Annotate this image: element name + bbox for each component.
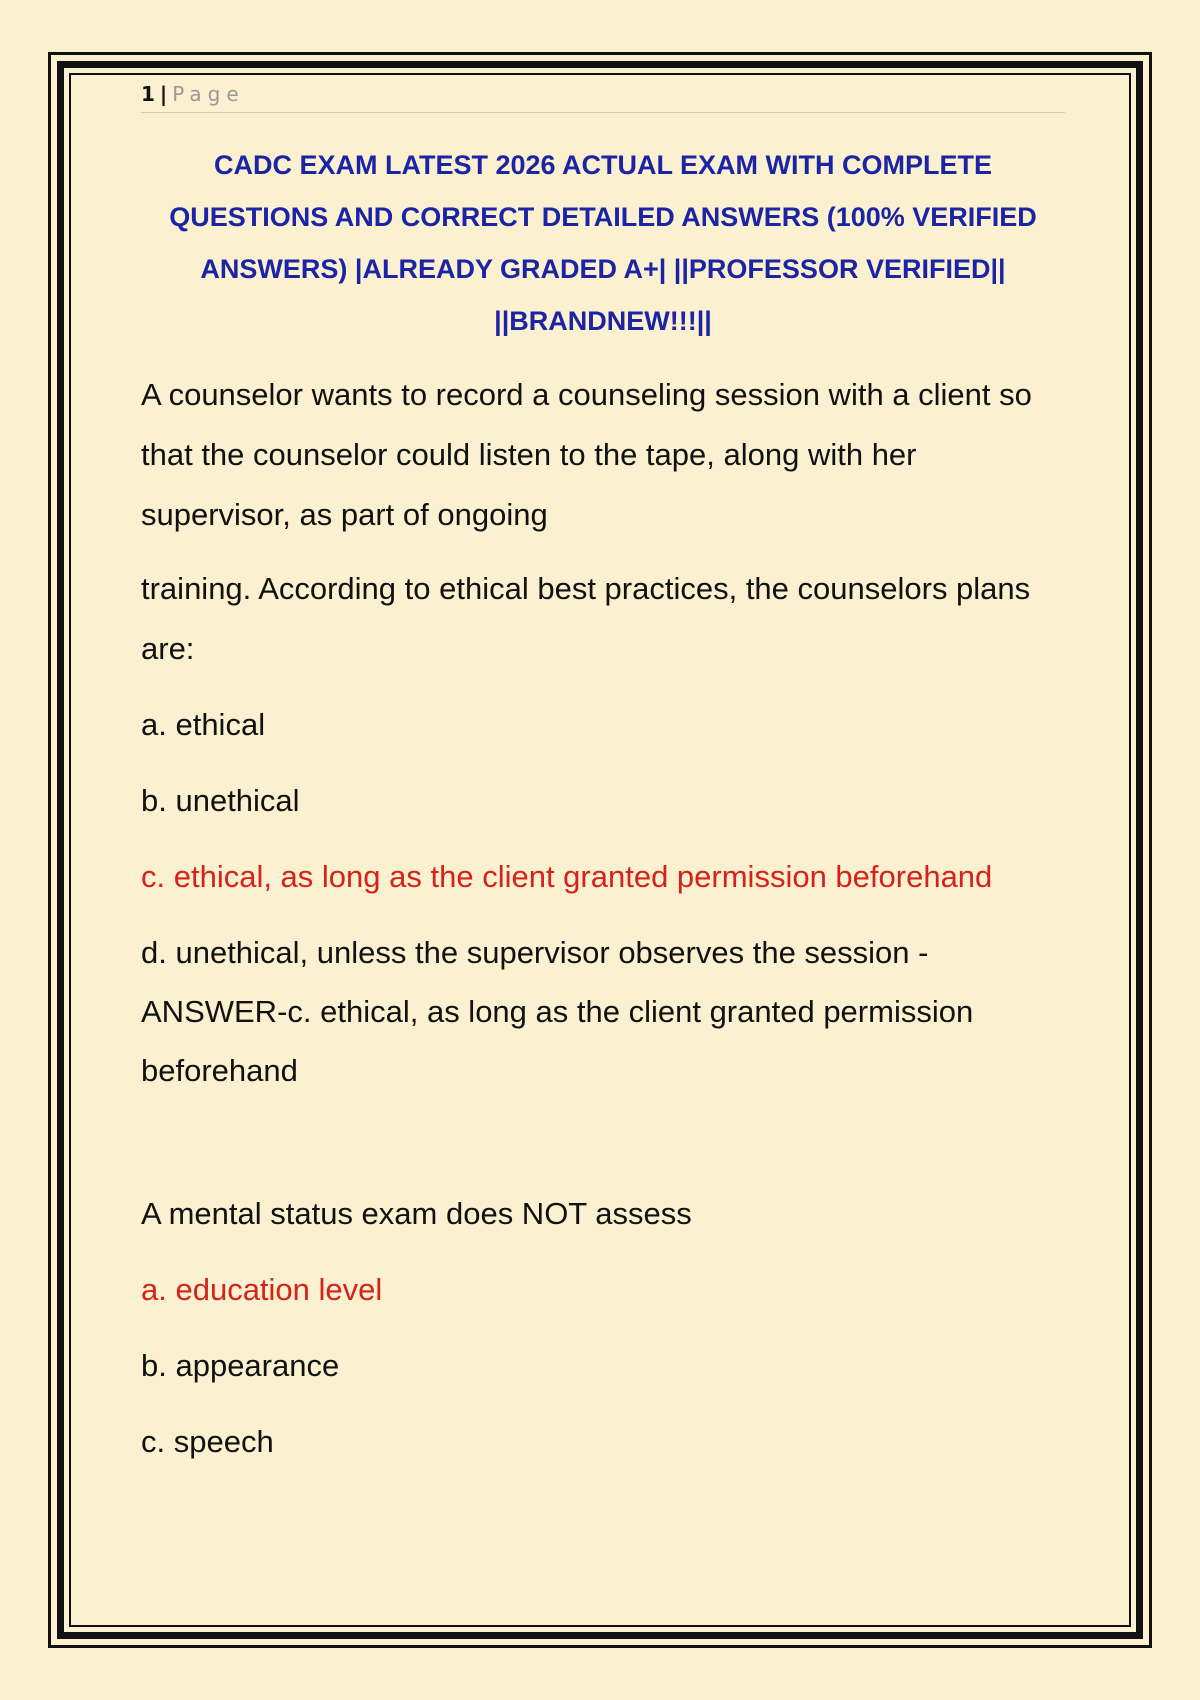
- question-2-stem: A mental status exam does NOT assess: [141, 1196, 692, 1231]
- page-word: Page: [172, 82, 245, 106]
- page-header: [141, 80, 1065, 113]
- question-2-option-b: b. appearance: [141, 1348, 340, 1383]
- title-line: CADC EXAM LATEST 2026 ACTUAL EXAM WITH COMPLETE: [213, 150, 993, 180]
- answer-line: d. unethical, unless the supervisor observes the session -: [141, 935, 929, 970]
- title-line: ||BRANDNEW!!!||: [494, 306, 712, 336]
- document-title: [141, 139, 1065, 347]
- answer-line: ANSWER-c. ethical, as long as the client granted permission: [141, 994, 974, 1029]
- question-2-option-a-correct: a. education level: [141, 1272, 383, 1307]
- answer-line: beforehand: [141, 1053, 298, 1088]
- question-1-option-b: b. unethical: [141, 783, 300, 818]
- question-2-option-c: c. speech: [141, 1424, 274, 1459]
- page-header-separator: |: [159, 82, 169, 106]
- title-line: ANSWERS) |ALREADY GRADED A+| ||PROFESSOR VERIFIED||: [200, 254, 1006, 284]
- question-1-stem-line: A counselor wants to record a counseling session with a client so: [141, 377, 1032, 412]
- question-1-answer: [141, 923, 1065, 1100]
- question-1-stem-line: that the counselor could listen to the tape, along with her: [141, 437, 917, 472]
- question-2: [141, 1184, 1065, 1472]
- question-1: [141, 365, 1065, 1100]
- question-1-stem-line: are:: [141, 631, 195, 666]
- title-line: QUESTIONS AND CORRECT DETAILED ANSWERS (100% VERIFIED: [169, 202, 1037, 232]
- question-1-option-c-correct: c. ethical, as long as the client granted permission beforehand: [141, 859, 993, 894]
- question-1-stem-line: supervisor, as part of ongoing: [141, 497, 548, 532]
- document-content: [141, 80, 1065, 1472]
- question-1-stem: [141, 365, 1065, 679]
- question-1-stem-line: training. According to ethical best practices, the counselors plans: [141, 571, 1031, 606]
- page-number: 1: [141, 82, 156, 106]
- question-1-option-a: a. ethical: [141, 707, 266, 742]
